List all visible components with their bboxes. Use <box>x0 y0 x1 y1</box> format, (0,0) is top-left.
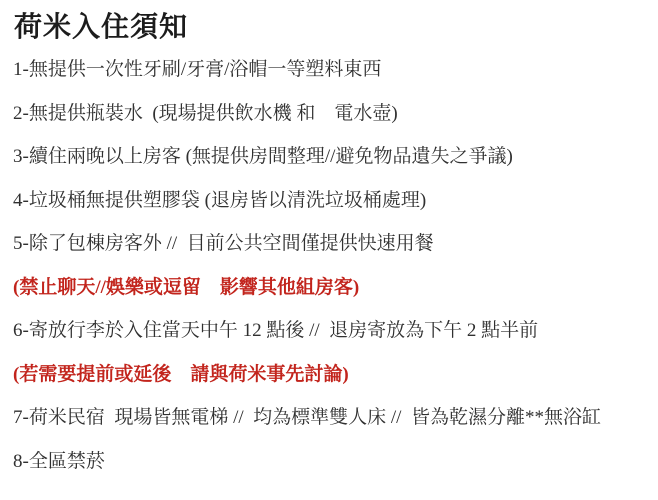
rule-line-6: (禁止聊天//娛樂或逗留 影響其他組房客) <box>13 276 360 298</box>
rule-line-8: (若需要提前或延後 請與荷米事先討論) <box>13 363 349 385</box>
rule-line-4: 4-垃圾桶無提供塑膠袋 (退房皆以清洗垃圾桶處理) <box>13 189 427 211</box>
rule-line-1: 1-無提供一次性牙刷/牙膏/浴帽一等塑料東西 <box>13 59 382 80</box>
rule-line-7: 6-寄放行李於入住當天中午 12 點後 // 退房寄放為下午 2 點半前 <box>13 320 539 341</box>
rule-line-3: 3-續住兩晚以上房客 (無提供房間整理//避免物品遺失之爭議) <box>13 146 513 167</box>
rule-line-10: 8-全區禁菸 <box>13 450 105 472</box>
rules-list <box>13 48 652 483</box>
document-title: 荷米入住須知 <box>14 12 189 43</box>
rule-line-5: 5-除了包棟房客外 // 目前公共空間僅提供快速用餐 <box>13 233 434 254</box>
rule-line-2: 2-無提供瓶裝水 (現場提供飲水機 和 電水壺) <box>13 102 398 124</box>
rule-line-9: 7-荷米民宿 現場皆無電梯 // 均為標準雙人床 // 皆為乾濕分離**無浴缸 <box>13 407 601 428</box>
